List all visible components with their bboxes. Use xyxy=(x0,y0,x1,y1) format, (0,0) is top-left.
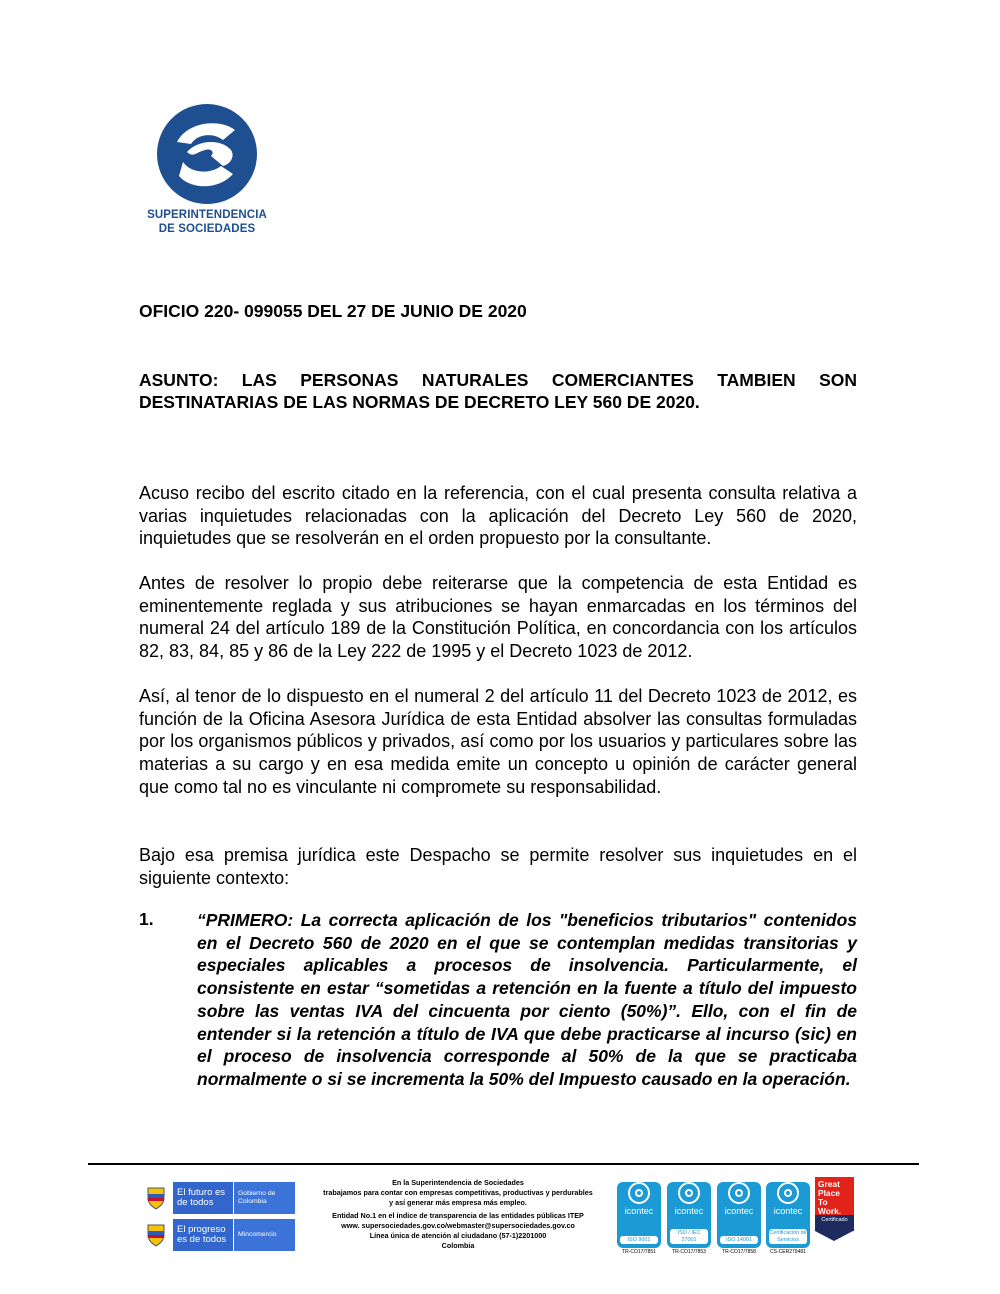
org-name-line1: SUPERINTENDENCIA xyxy=(147,209,267,221)
paragraph-premisa: Bajo esa premisa jurídica este Despacho se permite resolver sus inquietudes en el siguiente contexto: xyxy=(139,845,857,888)
icontec-icon xyxy=(678,1182,700,1204)
colombia-shield-icon xyxy=(139,1182,173,1214)
paragraph-funcion: Así, al tenor de lo dispuesto en el numeral 2 del artículo 11 del Decreto 1023 de 2012, es función de la Oficina Asesora Jurídica de esta Entidad absolver las consultas formuladas por los organismos públicos y privados, así como por los usuarios y particulares sobre las materias a su cargo y en esa medida emite un concepto u opinión de carácter general que como tal no es vinculante ni compromete su responsabilidad. xyxy=(139,686,857,797)
paragraph-competencia: Antes de resolver lo propio debe reiterarse que la competencia de esta Entidad es eminentemente reglada y sus atribuciones se hayan enmarcadas en los términos del numeral 24 del artículo 189 de la Constitución Política, en concordancia con los artículos 82, 83, 84, 85 y 86 de la Ley 222 de 1995 y el Decreto 1023 de 2012. xyxy=(139,573,857,662)
icontec-icon xyxy=(728,1182,750,1204)
icontec-cert-14001: icontec ISO 14001 TR-CO17/7858 xyxy=(717,1177,761,1255)
oficio-title: OFICIO 220- 099055 DEL 27 DE JUNIO DE 2020 xyxy=(139,301,527,321)
great-place-to-work-badge: Great Place To Work. Certificado xyxy=(815,1177,854,1243)
item-number: 1. xyxy=(139,909,154,929)
icontec-cert-27001: icontec ISO / IEC 27001 TR-CO17/7853 xyxy=(667,1177,711,1255)
paragraph-acuso: Acuso recibo del escrito citado en la referencia, con el cual presenta consulta relativa a varias inquietudes relacionadas con la aplicación del Decreto Ley 560 de 2020, inquietudes que se resolverán en el orden propuesto por la consultante. xyxy=(139,483,857,549)
icontec-icon xyxy=(628,1182,650,1204)
icontec-cert-servicios: icontec Certificación de Servicios CS-CER279481 xyxy=(766,1177,810,1255)
footer-divider xyxy=(88,1163,919,1165)
asunto-heading: ASUNTO: LAS PERSONAS NATURALES COMERCIANTES TAMBIEN SON DESTINATARIAS DE LAS NORMAS DE DECRETO LEY 560 DE 2020. xyxy=(139,370,857,412)
item-text: “PRIMERO: La correcta aplicación de los "beneficios tributarios" contenidos en el Decreto 560 de 2020 en el que se contemplan medidas transitorias y especiales aplicables a procesos de insolvencia. Particularmente, el consistente en estar “sometidas a retención en la fuente a título del impuesto sobre las ventas IVA del cincuenta por ciento (50%)”. Ello, con el fin de entender si la retención a título de IVA que debe practicarse al incurso (sic) en el proceso de insolvencia corresponde al 50% de la que se practicaba normalmente o si se incrementa la 50% del Impuesto causado en la operación. xyxy=(197,910,857,1089)
gov-badge-progreso: El progreso es de todos Mincomercio xyxy=(139,1219,295,1251)
footer-contact: En la Superintendencia de Sociedades trabajamos para contar con empresas competitivas, productivas y perdurables y así generar más empresa más empleo. Entidad No.1 en el índice de transparencia de las entidades públicas ITEP www. supersociedades.gov.co/webmaster@supersociedades.gov.co Línea única de atención al ciudadano (57-1)2201000 Colombia xyxy=(323,1178,593,1250)
superintendencia-logo xyxy=(138,104,276,236)
colombia-shield-icon xyxy=(139,1219,173,1251)
icontec-icon xyxy=(777,1182,799,1204)
icontec-cert-9001: icontec ISO 9001 TR-CO17/7851 xyxy=(617,1177,661,1255)
logo-emblem-icon xyxy=(157,104,257,204)
org-name-line2: DE SOCIEDADES xyxy=(158,223,256,235)
gov-badge-futuro: El futuro es de todos Gobierno de Colombia xyxy=(139,1182,295,1214)
